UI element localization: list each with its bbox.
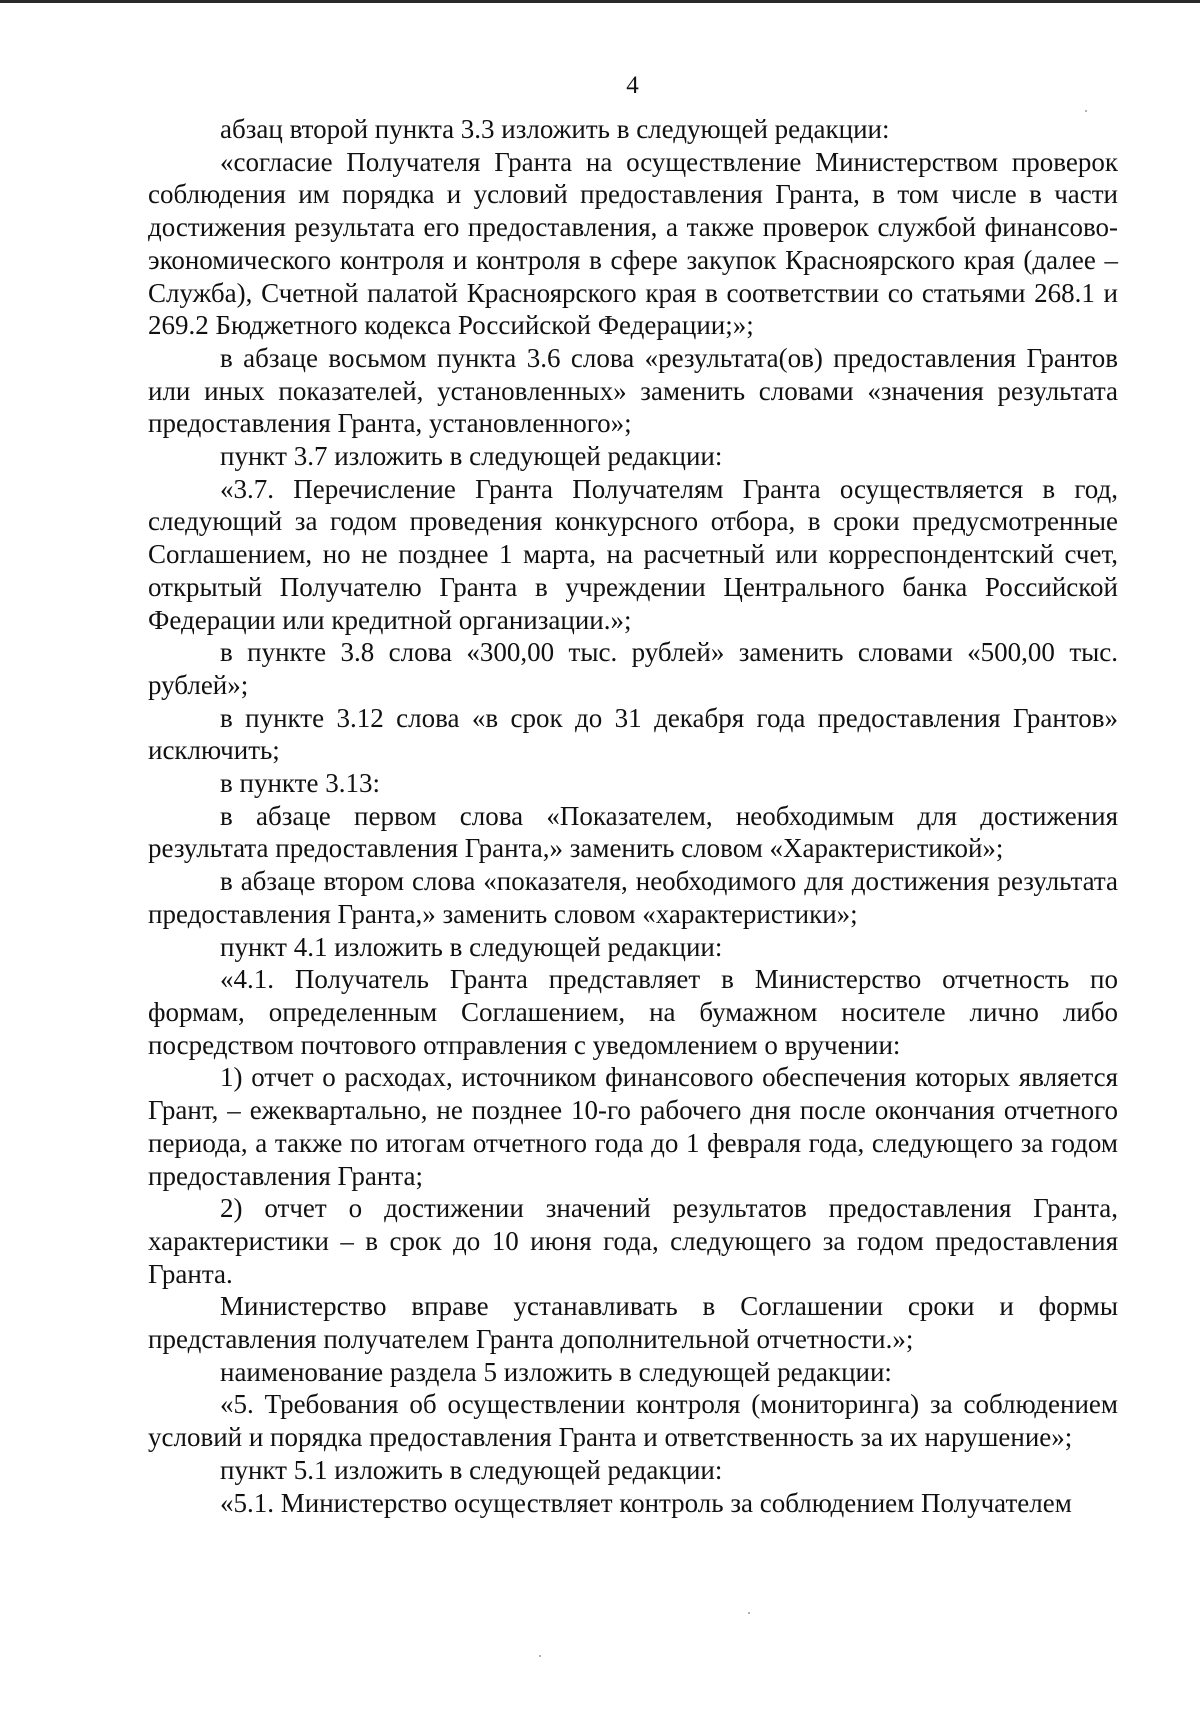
paragraph: 2) отчет о достижении значений результатов предоставления Гранта, характеристики – в срок до 10 июня года, следующего за годом предоставления Гранта.: [148, 1193, 1118, 1289]
paragraph: «5. Требования об осуществлении контроля (мониторинга) за соблюдением условий и порядка предоставления Гранта и ответственность за их нарушение»;: [148, 1389, 1118, 1453]
paragraph: в пункте 3.13:: [220, 768, 380, 799]
paragraph: абзац второй пункта 3.3 изложить в следующей редакции:: [220, 114, 890, 144]
paragraph: в абзаце восьмом пункта 3.6 слова «результата(ов) предоставления Грантов или иных показателей, установленных» заменить словами «значения результата предоставления Гранта, установленного»;: [148, 342, 1118, 439]
paragraph: в пункте 3.8 слова «300,00 тыс. рублей» заменить словами «500,00 тыс. рублей»;: [148, 637, 1118, 700]
paragraph: в абзаце первом слова «Показателем, необходимым для достижения результата предоставления Гранта,» заменить словом «Характеристикой»;: [148, 800, 1118, 864]
paragraph: «4.1. Получатель Гранта представляет в Министерство отчетность по формам, определенным Соглашением, на бумажном носителе лично либо посредством почтового отправления с уведомлением о вручении:: [148, 964, 1118, 1060]
paragraph: пункт 3.7 изложить в следующей редакции:: [220, 441, 723, 472]
paragraph: пункт 4.1 изложить в следующей редакции:: [220, 931, 723, 962]
paragraph: в абзаце втором слова «показателя, необходимого для достижения результата предоставления Гранта,» заменить словом «характеристики»;: [148, 866, 1118, 929]
scan-speck: [1085, 110, 1087, 112]
paragraph: «согласие Получателя Гранта на осуществление Министерством проверок соблюдения им порядка и условий предоставления Гранта, в том числе в части достижения результата его предоставления, а также проверок службой финансово-экономического контроля и контроля в сфере закупок Красноярского края (далее – Служба), Счетной палатой Красноярского края в соответствии со статьями 268.1 и 269.2 Бюджетного кодекса Российской Федерации;»;: [148, 146, 1118, 341]
scan-top-edge: [0, 0, 1200, 3]
paragraph: 1) отчет о расходах, источником финансового обеспечения которых является Грант, – ежеквартально, не позднее 10-го рабочего дня после окончания отчетного периода, а также по итогам отчетного года до 1 февраля года, следующего за годом предоставления Гранта;: [148, 1062, 1118, 1191]
paragraph: «3.7. Перечисление Гранта Получателям Гранта осуществляется в год, следующий за годом проведения конкурсного отбора, в сроки предусмотренные Соглашением, но не позднее 1 марта, на расчетный или корреспондентский счет, открытый Получателю Гранта в учреждении Центрального банка Российской Федерации или кредитной организации.»;: [148, 473, 1118, 635]
document-body: [148, 113, 1118, 1519]
paragraph: наименование раздела 5 изложить в следующей редакции:: [220, 1356, 892, 1387]
paragraph: пункт 5.1 изложить в следующей редакции:: [220, 1454, 723, 1485]
paragraph: в пункте 3.12 слова «в срок до 31 декабря года предоставления Грантов» исключить;: [148, 702, 1118, 766]
paragraph: «5.1. Министерство осуществляет контроль за соблюдением Получателем: [220, 1487, 1072, 1518]
scan-speck: [539, 1655, 541, 1657]
paragraph: Министерство вправе устанавливать в Соглашении сроки и формы представления получателем Гранта дополнительной отчетности.»;: [148, 1291, 1118, 1355]
page-number: 4: [626, 72, 639, 99]
scan-speck: [748, 1612, 750, 1614]
